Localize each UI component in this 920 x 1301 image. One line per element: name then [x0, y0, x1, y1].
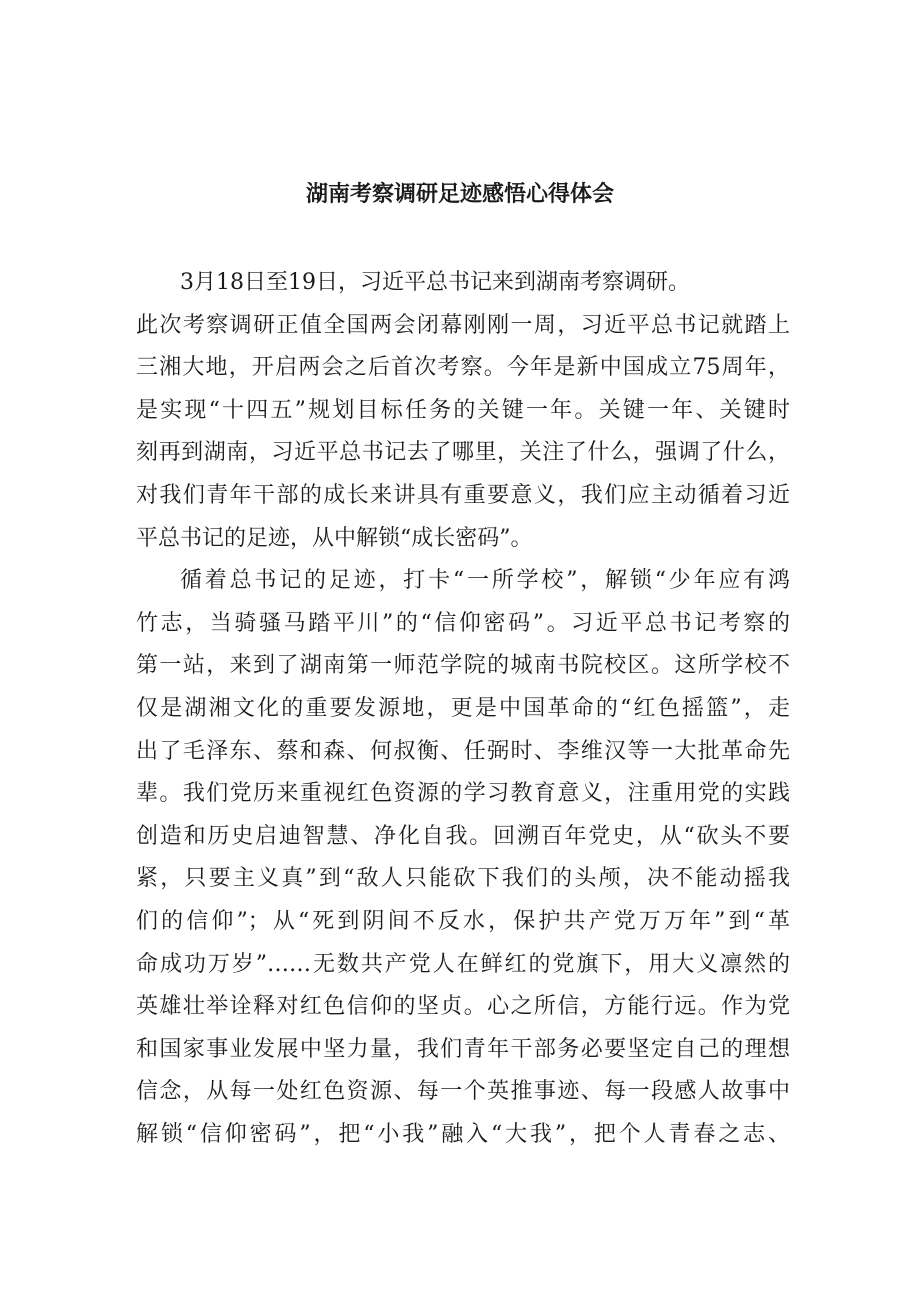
paragraph-line: 英雄壮举诠释对红色信仰的坚贞。心之所信，方能行远。作为党	[136, 994, 790, 1020]
paragraph-line: 平总书记的足迹，从中解锁“成长密码”。	[136, 525, 533, 551]
paragraph-line: 创造和历史启迪智慧、净化自我。回溯百年党史，从“砍头不要	[136, 823, 790, 849]
paragraph-line: 刻再到湖南，习近平总书记去了哪里，关注了什么，强调了什么，	[136, 440, 790, 466]
document-title: 湖南考察调研足迹感悟心得体会	[305, 182, 614, 207]
paragraph-line: 三湘大地，开启两会之后首次考察。今年是新中国成立75周年，	[136, 355, 790, 381]
paragraph-line: 出了毛泽东、蔡和森、何叔衡、任弼时、李维汉等一大批革命先	[136, 738, 790, 764]
paragraph-line: 和国家事业发展中坚力量，我们青年干部务必要坚定自己的理想	[136, 1036, 790, 1062]
paragraph-line: 紧，只要主义真”到“敌人只能砍下我们的头颅，决不能动摇我	[136, 866, 790, 892]
paragraph-line: 竹志，当骑骚马踏平川”的“信仰密码”。习近平总书记考察的	[136, 610, 790, 636]
paragraph-line: 第一站，来到了湖南第一师范学院的城南书院校区。这所学校不	[136, 653, 790, 679]
paragraph-line: 仅是湖湘文化的重要发源地，更是中国革命的“红色摇篮”，走	[136, 695, 790, 721]
paragraph-line: 信念，从每一处红色资源、每一个英推事迹、每一段感人故事中	[136, 1079, 790, 1105]
paragraph-line: 们的信仰”；从“死到阴间不反水，保护共产党万万年”到“革	[136, 908, 790, 934]
document-body	[136, 262, 790, 1156]
paragraph-line: 命成功万岁”……无数共产党人在鲜红的党旗下，用大义凛然的	[136, 951, 790, 977]
paragraph-line: 对我们青年干部的成长来讲具有重要意义，我们应主动循着习近	[136, 482, 790, 508]
paragraph-line: 是实现“十四五”规划目标任务的关键一年。关键一年、关键时	[136, 397, 790, 423]
paragraph-line: 辈。我们党历来重视红色资源的学习教育意义，注重用党的实践	[136, 781, 790, 807]
paragraph-line: 解锁“信仰密码”，把“小我”融入“大我”，把个人青春之志、	[136, 1121, 790, 1147]
paragraph-line: 3月18日至19日，习近平总书记来到湖南考察调研。	[180, 270, 690, 295]
paragraph-line: 此次考察调研正值全国两会闭幕刚刚一周，习近平总书记就踏上	[136, 312, 790, 338]
paragraph-line: 循着总书记的足迹，打卡“一所学校”，解锁“少年应有鸿	[180, 568, 790, 594]
